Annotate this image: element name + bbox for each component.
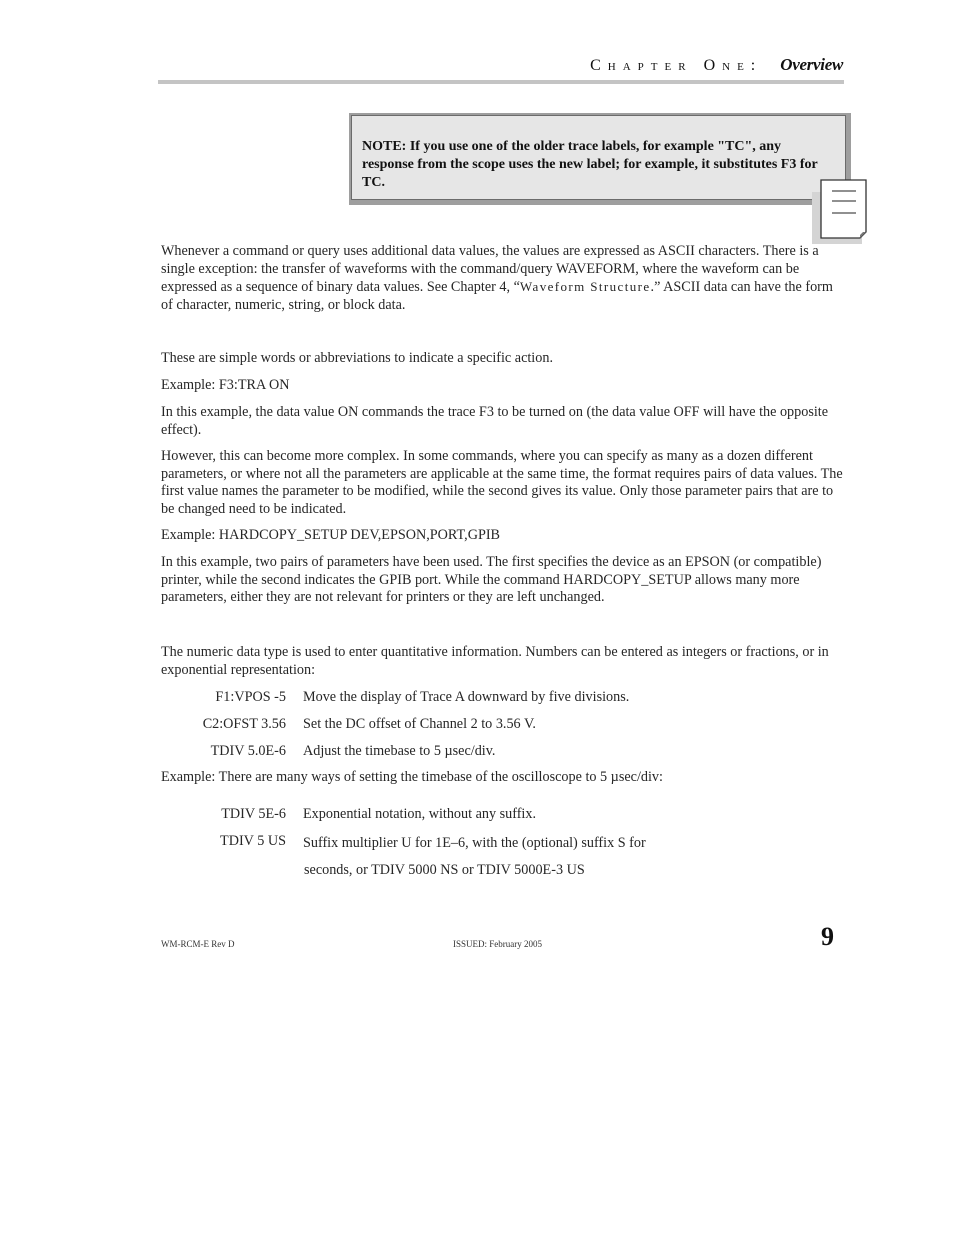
chapter-reference: Waveform Structure: [519, 279, 651, 295]
example-1-explanation: In this example, the data value ON commands the trace F3 to be turned on (the data value OFF will have the opposite effect).: [161, 404, 829, 438]
document-icon: [812, 179, 870, 245]
chapter-label: Chapter One:: [590, 57, 763, 74]
timebase-example-desc: Exponential notation, without any suffix.: [303, 806, 537, 822]
example-2-explanation: In this example, two pairs of parameters have been used. The first specifies the device as an EPSON (or compatible) printer, while the second indicates the GPIB port. While the command HARDCOPY_SETUP allows many more parameters, either they are not relevant for printers or they are left unchanged.: [161, 554, 822, 606]
footer-doc-id: WM-RCM-E Rev D: [161, 939, 235, 949]
example-3: Example: There are many ways of setting the timebase of the oscilloscope to 5 µsec/div:: [161, 769, 663, 785]
example-2: Example: HARDCOPY_SETUP DEV,EPSON,PORT,GPIB: [161, 527, 501, 543]
page-number: 9: [821, 922, 834, 951]
numeric-example-cmd: C2:OFST 3.56: [202, 716, 286, 732]
numeric-example-cmd: TDIV 5.0E-6: [210, 743, 286, 759]
running-header: [590, 55, 843, 75]
numeric-example-cmd: F1:VPOS -5: [215, 689, 286, 705]
note-text: NOTE: If you use one of the older trace labels, for example "TC", any response from the scope uses the new label; for example, it substitutes F3 for TC.: [351, 115, 846, 200]
intro-paragraph: Whenever a command or query uses additional data values, the values are expressed as ASCII characters. There is a single exception: the transfer of waveforms with the command/query WAVEFORM, where the waveform can be expressed as a sequence of binary data values. See Chapter 4, “Waveform Structure.” ASCII data can have the form of character, numeric, string, or block data.: [161, 243, 833, 314]
section-title: Overview: [780, 55, 843, 74]
numeric-data-intro: The numeric data type is used to enter quantitative information. Numbers can be entered as integers or fractions, or in exponential representation:: [161, 644, 829, 678]
numeric-example-desc: Set the DC offset of Channel 2 to 3.56 V.: [303, 716, 536, 732]
character-data-intro: These are simple words or abbreviations to indicate a specific action.: [161, 350, 553, 366]
timebase-example-cmd: TDIV 5E-6: [221, 806, 286, 822]
timebase-continuation: seconds, or TDIV 5000 NS or TDIV 5000E-3 US: [304, 862, 585, 878]
numeric-example-desc: Adjust the timebase to 5 µsec/div.: [303, 743, 496, 759]
note-box: [349, 113, 851, 205]
numeric-example-desc: Move the display of Trace A downward by five divisions.: [303, 689, 630, 705]
footer-issued: ISSUED: February 2005: [453, 939, 542, 949]
complex-paragraph: However, this can become more complex. In some commands, where you can specify as many as a dozen different parameters, or where not all the parameters are applicable at the same time, the format requires pairs of data values. The first value names the parameter to be modified, while the second gives its value. Only those parameter pairs that are to be changed need to be indicated.: [161, 448, 843, 518]
example-1: Example: F3:TRA ON: [161, 377, 290, 393]
header-rule: [158, 80, 844, 84]
timebase-example-desc: Suffix multiplier U for 1E–6, with the (optional) suffix S for: [303, 835, 646, 851]
timebase-example-cmd: TDIV 5 US: [220, 833, 286, 849]
